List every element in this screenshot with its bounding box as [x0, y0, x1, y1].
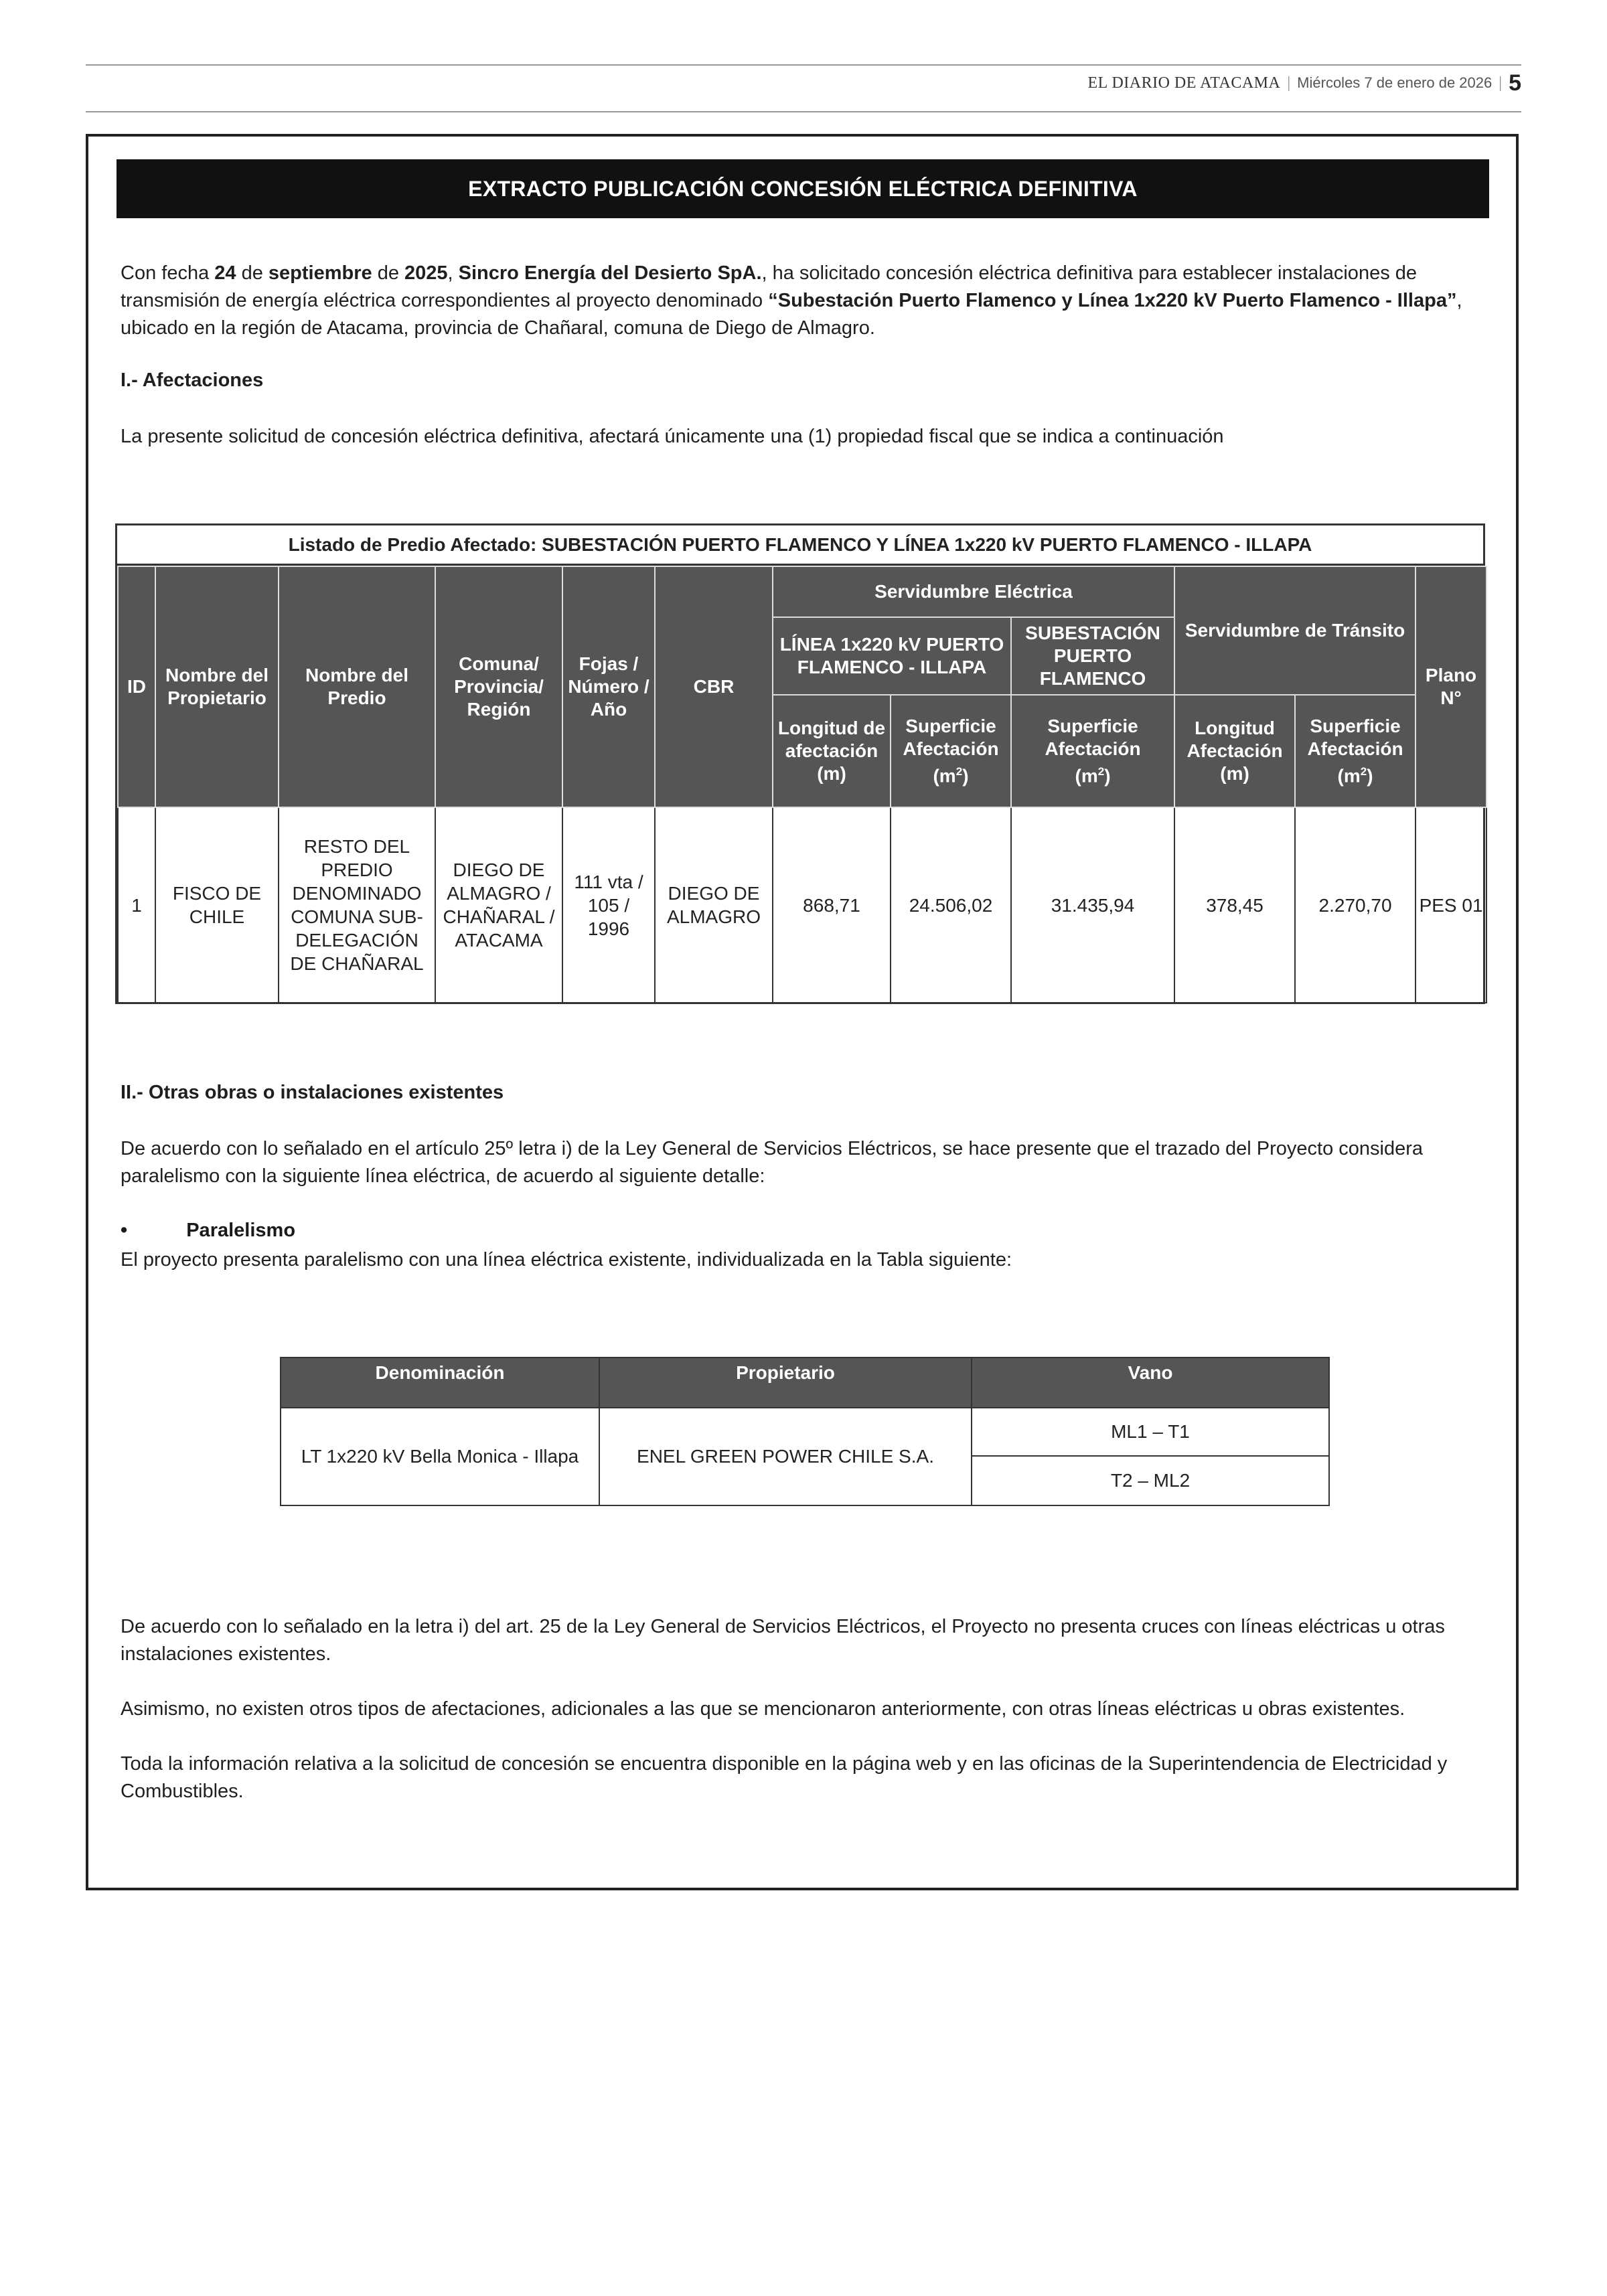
cell-transit-surface: 2.270,70	[1295, 807, 1415, 1003]
cell-line-surface: 24.506,02	[891, 807, 1011, 1003]
col-header-owner: Propietario	[599, 1358, 972, 1408]
affected-property-table	[115, 523, 1485, 1004]
intro-paragraph: Con fecha 24 de septiembre de 2025, Sincro Energía del Desierto SpA., ha solicitado concesión eléctrica definitiva para establecer instalaciones de transmisión de energía eléctrica correspondientes al proyecto denominado “Subestación Puerto Flamenco y Línea 1x220 kV Puerto Flamenco - Illapa”, ubicado en la región de Atacama, provincia de Chañaral, comuna de Diego de Almagro.	[121, 262, 1462, 339]
table-caption: Listado de Predio Afectado: SUBESTACIÓN PUERTO FLAMENCO Y LÍNEA 1x220 kV PUERTO FLAMENCO - ILLAPA	[117, 525, 1483, 566]
col-header-denomination: Denominación	[281, 1358, 599, 1408]
page-number: 5	[1509, 70, 1521, 96]
cell-plan: PES 01	[1415, 807, 1486, 1003]
publication-date: Miércoles 7 de enero de 2026	[1297, 74, 1493, 91]
header-bottom-rule	[86, 111, 1521, 112]
col-header-substation: SUBESTACIÓN PUERTO FLAMENCO	[1011, 617, 1174, 695]
cell-transit-length: 378,45	[1174, 807, 1295, 1003]
cell-owner: FISCO DE CHILE	[155, 807, 279, 1003]
col-header-property: Nombre del Predio	[279, 566, 435, 807]
table-row	[118, 807, 1486, 1003]
closing-paragraph-1: De acuerdo con lo señalado en la letra i) del art. 25 de la Ley General de Servicios Eléctricos, el Proyecto no presenta cruces con líneas eléctricas u otras instalaciones existentes.	[121, 1616, 1445, 1665]
section-text-otras-obras: De acuerdo con lo señalado en el artículo 25º letra i) de la Ley General de Servicios Eléctricos, se hace presente que el trazado del Proyecto considera paralelismo con la siguiente línea eléctrica, de acuerdo al siguiente detalle:	[121, 1138, 1424, 1187]
col-header-plan: Plano N°	[1415, 566, 1486, 807]
cell-substation-surface: 31.435,94	[1011, 807, 1174, 1003]
cell-commune: DIEGO DE ALMAGRO / CHAÑARAL / ATACAMA	[435, 807, 562, 1003]
cell-fojas: 111 vta / 105 / 1996	[562, 807, 655, 1003]
closing-paragraph-2: Asimismo, no existen otros tipos de afectaciones, adicionales a las que se mencionaron anteriormente, con otras líneas eléctricas u obras existentes.	[121, 1698, 1405, 1720]
col-header-commune: Comuna/ Provincia/ Región	[435, 566, 562, 807]
cell-line-length: 868,71	[773, 807, 891, 1003]
bullet-title: Paralelismo	[186, 1220, 296, 1241]
cell-cbr: DIEGO DE ALMAGRO	[655, 807, 773, 1003]
section-heading-otras-obras: II.- Otras obras o instalaciones existentes	[121, 1082, 504, 1103]
parallel-line-table	[280, 1357, 1330, 1506]
cell-span-2: T2 – ML2	[972, 1456, 1329, 1505]
table-row	[281, 1408, 1329, 1456]
col-header-owner: Nombre del Propietario	[155, 566, 279, 807]
bullet-text: El proyecto presenta paralelismo con una línea eléctrica existente, individualizada en la Tabla siguiente:	[121, 1249, 1012, 1270]
notice-title: EXTRACTO PUBLICACIÓN CONCESIÓN ELÉCTRICA DEFINITIVA	[117, 159, 1489, 218]
col-header-cbr: CBR	[655, 566, 773, 807]
col-header-line: LÍNEA 1x220 kV PUERTO FLAMENCO - ILLAPA	[773, 617, 1011, 695]
col-header-fojas: Fojas / Número / Año	[562, 566, 655, 807]
header-separator: |	[1499, 74, 1503, 92]
bullet-paralelismo	[121, 1220, 295, 1242]
col-header-transit-length: Longitud Afectación (m)	[1174, 695, 1295, 807]
cell-denomination: LT 1x220 kV Bella Monica - Illapa	[281, 1408, 599, 1505]
section-heading-afectaciones: I.- Afectaciones	[121, 370, 264, 391]
col-header-electric-easement: Servidumbre Eléctrica	[773, 566, 1174, 617]
cell-id: 1	[118, 807, 155, 1003]
col-header-substation-surface: Superficie Afectación $(m^2)$	[1011, 695, 1174, 807]
col-header-id: ID	[118, 566, 155, 807]
section-text-afectaciones: La presente solicitud de concesión eléctrica definitiva, afectará únicamente una (1) propiedad fiscal que se indica a continuación	[121, 426, 1224, 447]
cell-owner: ENEL GREEN POWER CHILE S.A.	[599, 1408, 972, 1505]
header-separator: |	[1287, 74, 1291, 92]
col-header-line-length: Longitud de afectación (m)	[773, 695, 891, 807]
header-top-rule	[86, 64, 1521, 66]
cell-property: RESTO DEL PREDIO DENOMINADO COMUNA SUB-DELEGACIÓN DE CHAÑARAL	[279, 807, 435, 1003]
newspaper-name: EL DIARIO DE ATACAMA	[1087, 74, 1281, 92]
page-header	[1088, 70, 1521, 96]
col-header-transit-surface: Superficie Afectación $(m^2)$	[1295, 695, 1415, 807]
col-header-span: Vano	[972, 1358, 1329, 1408]
cell-span-1: ML1 – T1	[972, 1408, 1329, 1456]
col-header-transit-easement: Servidumbre de Tránsito	[1174, 566, 1415, 695]
bullet-icon: •	[121, 1220, 128, 1241]
col-header-line-surface: Superficie Afectación $(m^2)$	[891, 695, 1011, 807]
closing-paragraph-3: Toda la información relativa a la solicitud de concesión se encuentra disponible en la página web y en las oficinas de la Superintendencia de Electricidad y Combustibles.	[121, 1753, 1448, 1802]
